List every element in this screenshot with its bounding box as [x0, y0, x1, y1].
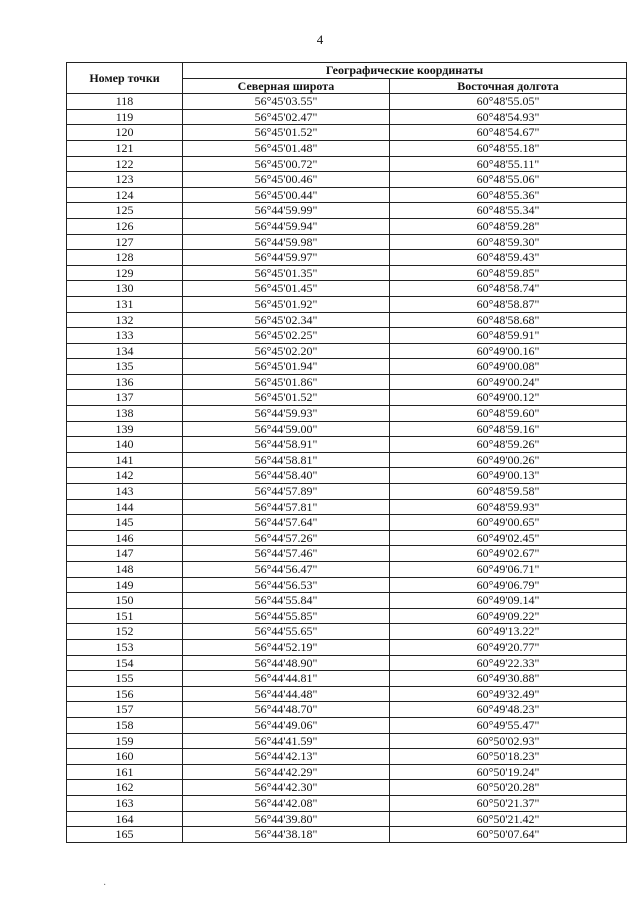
latitude-cell: 56°44'39.80" — [183, 811, 390, 827]
latitude-cell: 56°45'01.86" — [183, 374, 390, 390]
table-row — [67, 686, 627, 702]
point-number-cell: 165 — [67, 827, 183, 843]
table-row — [67, 764, 627, 780]
table-row — [67, 265, 627, 281]
table-row — [67, 109, 627, 125]
latitude-cell: 56°44'59.93" — [183, 406, 390, 422]
table-row — [67, 499, 627, 515]
latitude-cell: 56°44'49.06" — [183, 717, 390, 733]
latitude-cell: 56°44'59.94" — [183, 218, 390, 234]
latitude-cell: 56°44'57.26" — [183, 530, 390, 546]
longitude-cell: 60°48'59.16" — [390, 421, 627, 437]
longitude-cell: 60°50'21.42" — [390, 811, 627, 827]
latitude-cell: 56°44'59.00" — [183, 421, 390, 437]
point-number-cell: 155 — [67, 671, 183, 687]
longitude-cell: 60°50'02.93" — [390, 733, 627, 749]
longitude-cell: 60°48'58.87" — [390, 296, 627, 312]
latitude-cell: 56°44'44.81" — [183, 671, 390, 687]
point-number-cell: 127 — [67, 234, 183, 250]
table-row — [67, 515, 627, 531]
longitude-cell: 60°48'54.93" — [390, 109, 627, 125]
latitude-cell: 56°45'00.72" — [183, 156, 390, 172]
header-point-number: Номер точки — [67, 63, 183, 94]
longitude-cell: 60°49'02.45" — [390, 530, 627, 546]
longitude-cell: 60°49'00.13" — [390, 468, 627, 484]
longitude-cell: 60°48'54.67" — [390, 125, 627, 141]
header-north-latitude: Северная широта — [183, 78, 390, 94]
point-number-cell: 142 — [67, 468, 183, 484]
table-row — [67, 172, 627, 188]
longitude-cell: 60°48'59.28" — [390, 218, 627, 234]
table-row — [67, 671, 627, 687]
table-row — [67, 140, 627, 156]
latitude-cell: 56°44'58.81" — [183, 452, 390, 468]
latitude-cell: 56°45'00.44" — [183, 187, 390, 203]
latitude-cell: 56°45'01.92" — [183, 296, 390, 312]
longitude-cell: 60°48'55.18" — [390, 140, 627, 156]
table-row — [67, 795, 627, 811]
latitude-cell: 56°45'02.25" — [183, 328, 390, 344]
table-row — [67, 624, 627, 640]
table-row — [67, 827, 627, 843]
point-number-cell: 123 — [67, 172, 183, 188]
table-row — [67, 437, 627, 453]
table-row — [67, 562, 627, 578]
longitude-cell: 60°48'55.36" — [390, 187, 627, 203]
table-row — [67, 281, 627, 297]
point-number-cell: 129 — [67, 265, 183, 281]
longitude-cell: 60°49'06.79" — [390, 577, 627, 593]
longitude-cell: 60°48'59.26" — [390, 437, 627, 453]
coordinates-table — [66, 62, 627, 843]
table-row — [67, 203, 627, 219]
longitude-cell: 60°48'55.05" — [390, 94, 627, 110]
point-number-cell: 157 — [67, 702, 183, 718]
latitude-cell: 56°44'42.29" — [183, 764, 390, 780]
scan-mark: · — [103, 880, 107, 891]
longitude-cell: 60°49'09.22" — [390, 608, 627, 624]
latitude-cell: 56°44'55.85" — [183, 608, 390, 624]
table-body — [67, 94, 627, 843]
point-number-cell: 119 — [67, 109, 183, 125]
latitude-cell: 56°44'52.19" — [183, 639, 390, 655]
latitude-cell: 56°44'41.59" — [183, 733, 390, 749]
latitude-cell: 56°45'01.94" — [183, 359, 390, 375]
table-row — [67, 312, 627, 328]
table-row — [67, 546, 627, 562]
table-row — [67, 717, 627, 733]
latitude-cell: 56°45'02.47" — [183, 109, 390, 125]
latitude-cell: 56°44'58.40" — [183, 468, 390, 484]
point-number-cell: 139 — [67, 421, 183, 437]
longitude-cell: 60°50'21.37" — [390, 795, 627, 811]
point-number-cell: 122 — [67, 156, 183, 172]
latitude-cell: 56°44'55.65" — [183, 624, 390, 640]
point-number-cell: 134 — [67, 343, 183, 359]
table-row — [67, 390, 627, 406]
table-row — [67, 593, 627, 609]
point-number-cell: 131 — [67, 296, 183, 312]
point-number-cell: 162 — [67, 780, 183, 796]
longitude-cell: 60°50'19.24" — [390, 764, 627, 780]
table-row — [67, 468, 627, 484]
longitude-cell: 60°48'55.11" — [390, 156, 627, 172]
latitude-cell: 56°44'59.97" — [183, 250, 390, 266]
latitude-cell: 56°44'57.89" — [183, 484, 390, 500]
longitude-cell: 60°48'59.85" — [390, 265, 627, 281]
latitude-cell: 56°44'55.84" — [183, 593, 390, 609]
point-number-cell: 151 — [67, 608, 183, 624]
point-number-cell: 136 — [67, 374, 183, 390]
longitude-cell: 60°49'09.14" — [390, 593, 627, 609]
point-number-cell: 128 — [67, 250, 183, 266]
latitude-cell: 56°44'48.90" — [183, 655, 390, 671]
table-row — [67, 655, 627, 671]
point-number-cell: 148 — [67, 562, 183, 578]
table-row — [67, 125, 627, 141]
latitude-cell: 56°44'57.81" — [183, 499, 390, 515]
table-row — [67, 733, 627, 749]
point-number-cell: 143 — [67, 484, 183, 500]
latitude-cell: 56°44'59.98" — [183, 234, 390, 250]
longitude-cell: 60°49'13.22" — [390, 624, 627, 640]
latitude-cell: 56°45'01.45" — [183, 281, 390, 297]
point-number-cell: 120 — [67, 125, 183, 141]
longitude-cell: 60°50'20.28" — [390, 780, 627, 796]
latitude-cell: 56°45'02.20" — [183, 343, 390, 359]
point-number-cell: 124 — [67, 187, 183, 203]
longitude-cell: 60°49'00.08" — [390, 359, 627, 375]
table-row — [67, 250, 627, 266]
longitude-cell: 60°49'22.33" — [390, 655, 627, 671]
table-row — [67, 577, 627, 593]
point-number-cell: 137 — [67, 390, 183, 406]
point-number-cell: 141 — [67, 452, 183, 468]
table-row — [67, 608, 627, 624]
point-number-cell: 158 — [67, 717, 183, 733]
longitude-cell: 60°49'48.23" — [390, 702, 627, 718]
table-row — [67, 421, 627, 437]
longitude-cell: 60°49'30.88" — [390, 671, 627, 687]
table-row — [67, 328, 627, 344]
point-number-cell: 153 — [67, 639, 183, 655]
longitude-cell: 60°48'59.93" — [390, 499, 627, 515]
point-number-cell: 132 — [67, 312, 183, 328]
point-number-cell: 125 — [67, 203, 183, 219]
longitude-cell: 60°48'59.91" — [390, 328, 627, 344]
latitude-cell: 56°45'03.55" — [183, 94, 390, 110]
table-header — [67, 63, 627, 94]
point-number-cell: 149 — [67, 577, 183, 593]
table-row — [67, 702, 627, 718]
point-number-cell: 138 — [67, 406, 183, 422]
point-number-cell: 147 — [67, 546, 183, 562]
longitude-cell: 60°49'32.49" — [390, 686, 627, 702]
point-number-cell: 150 — [67, 593, 183, 609]
table-row — [67, 359, 627, 375]
longitude-cell: 60°49'00.16" — [390, 343, 627, 359]
longitude-cell: 60°50'18.23" — [390, 749, 627, 765]
longitude-cell: 60°48'59.58" — [390, 484, 627, 500]
longitude-cell: 60°48'58.74" — [390, 281, 627, 297]
point-number-cell: 130 — [67, 281, 183, 297]
latitude-cell: 56°44'42.08" — [183, 795, 390, 811]
table-row — [67, 406, 627, 422]
latitude-cell: 56°44'58.91" — [183, 437, 390, 453]
table-row — [67, 218, 627, 234]
longitude-cell: 60°50'07.64" — [390, 827, 627, 843]
latitude-cell: 56°44'42.30" — [183, 780, 390, 796]
point-number-cell: 152 — [67, 624, 183, 640]
longitude-cell: 60°49'00.26" — [390, 452, 627, 468]
table-row — [67, 187, 627, 203]
point-number-cell: 146 — [67, 530, 183, 546]
point-number-cell: 144 — [67, 499, 183, 515]
table-row — [67, 780, 627, 796]
page-number: 4 — [316, 32, 324, 47]
latitude-cell: 56°44'56.53" — [183, 577, 390, 593]
table-row — [67, 374, 627, 390]
longitude-cell: 60°49'02.67" — [390, 546, 627, 562]
latitude-cell: 56°45'02.34" — [183, 312, 390, 328]
point-number-cell: 140 — [67, 437, 183, 453]
point-number-cell: 126 — [67, 218, 183, 234]
latitude-cell: 56°45'01.48" — [183, 140, 390, 156]
point-number-cell: 133 — [67, 328, 183, 344]
latitude-cell: 56°44'38.18" — [183, 827, 390, 843]
table-row — [67, 452, 627, 468]
longitude-cell: 60°49'20.77" — [390, 639, 627, 655]
latitude-cell: 56°45'01.52" — [183, 390, 390, 406]
point-number-cell: 159 — [67, 733, 183, 749]
table-row — [67, 749, 627, 765]
table-row — [67, 343, 627, 359]
latitude-cell: 56°44'57.64" — [183, 515, 390, 531]
point-number-cell: 163 — [67, 795, 183, 811]
latitude-cell: 56°45'01.35" — [183, 265, 390, 281]
header-geographic-coordinates: Географические координаты — [183, 63, 627, 79]
table-row — [67, 296, 627, 312]
longitude-cell: 60°48'55.06" — [390, 172, 627, 188]
table-row — [67, 811, 627, 827]
latitude-cell: 56°45'01.52" — [183, 125, 390, 141]
table-row — [67, 94, 627, 110]
longitude-cell: 60°49'06.71" — [390, 562, 627, 578]
longitude-cell: 60°48'59.43" — [390, 250, 627, 266]
longitude-cell: 60°48'59.30" — [390, 234, 627, 250]
longitude-cell: 60°49'00.65" — [390, 515, 627, 531]
table-row — [67, 156, 627, 172]
longitude-cell: 60°49'00.12" — [390, 390, 627, 406]
longitude-cell: 60°48'59.60" — [390, 406, 627, 422]
latitude-cell: 56°44'59.99" — [183, 203, 390, 219]
point-number-cell: 154 — [67, 655, 183, 671]
latitude-cell: 56°44'56.47" — [183, 562, 390, 578]
point-number-cell: 161 — [67, 764, 183, 780]
point-number-cell: 160 — [67, 749, 183, 765]
longitude-cell: 60°48'58.68" — [390, 312, 627, 328]
latitude-cell: 56°45'00.46" — [183, 172, 390, 188]
table-row — [67, 484, 627, 500]
longitude-cell: 60°49'00.24" — [390, 374, 627, 390]
table-row — [67, 530, 627, 546]
header-east-longitude: Восточная долгота — [390, 78, 627, 94]
latitude-cell: 56°44'57.46" — [183, 546, 390, 562]
table-row — [67, 234, 627, 250]
point-number-cell: 145 — [67, 515, 183, 531]
latitude-cell: 56°44'44.48" — [183, 686, 390, 702]
latitude-cell: 56°44'42.13" — [183, 749, 390, 765]
point-number-cell: 164 — [67, 811, 183, 827]
longitude-cell: 60°49'55.47" — [390, 717, 627, 733]
longitude-cell: 60°48'55.34" — [390, 203, 627, 219]
point-number-cell: 135 — [67, 359, 183, 375]
table-row — [67, 639, 627, 655]
point-number-cell: 156 — [67, 686, 183, 702]
latitude-cell: 56°44'48.70" — [183, 702, 390, 718]
point-number-cell: 121 — [67, 140, 183, 156]
point-number-cell: 118 — [67, 94, 183, 110]
